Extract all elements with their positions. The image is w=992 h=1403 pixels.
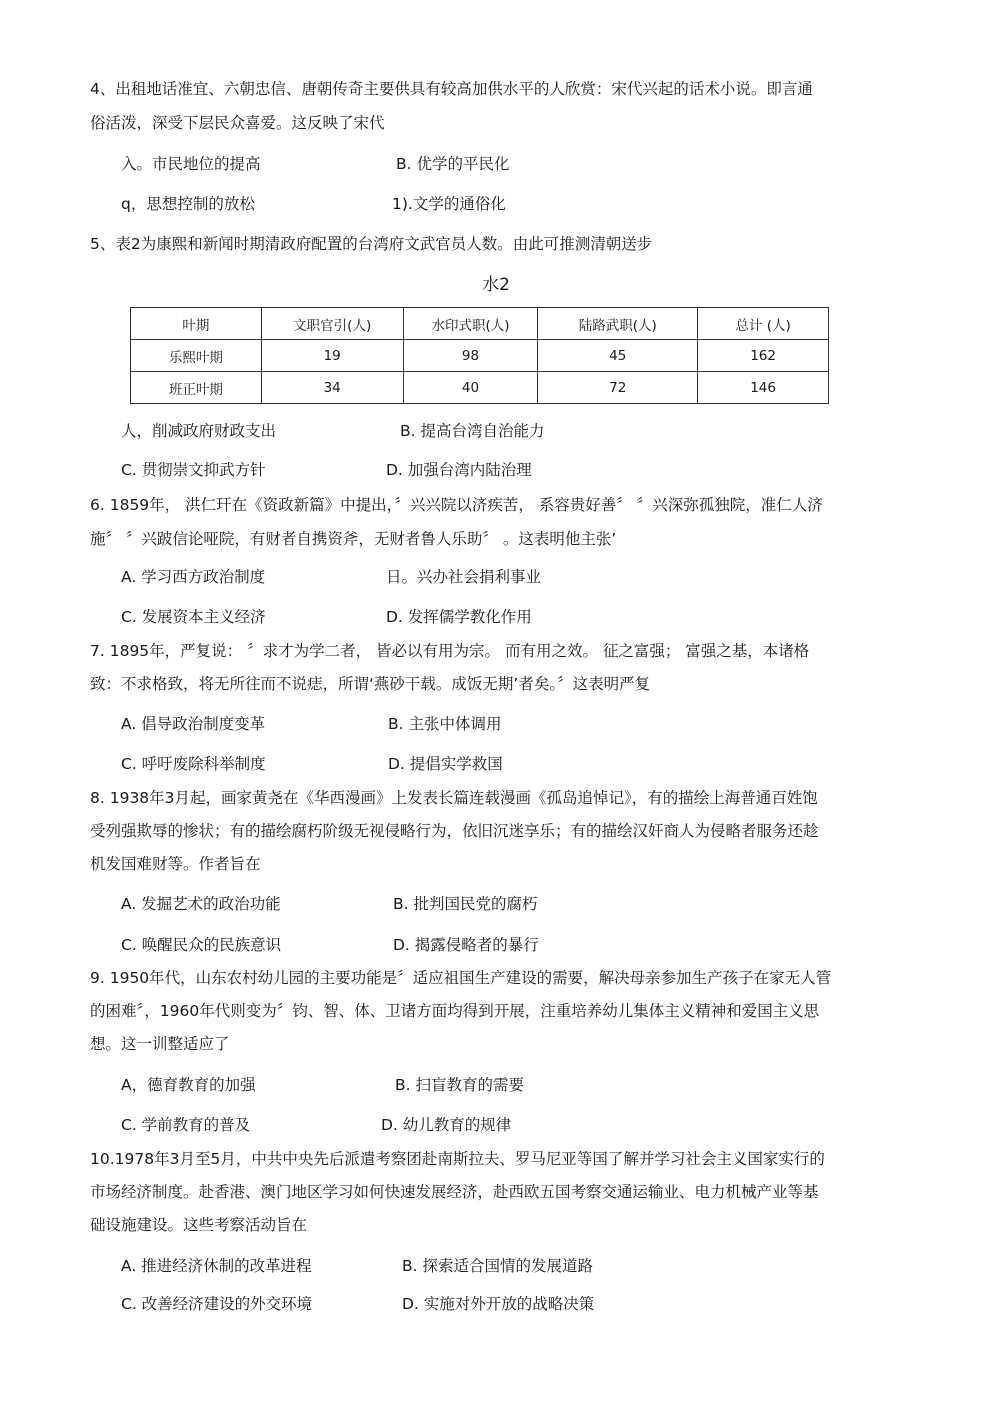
table-cell: 146 [698, 372, 829, 404]
officials-table [130, 307, 829, 404]
q7-option-a: A. 倡导政治制度变革 [121, 715, 266, 733]
table-cell: 乐熙叶期 [131, 340, 262, 372]
q4-option-c: q，思想控制的放松 [121, 195, 255, 213]
q10-stem-line2: 市场经济制度。赴香港、澳门地区学习如何快速发展经济，赴西欧五国考察交通运输业、电力机械产业等基 [90, 1183, 819, 1201]
q6-option-a: A. 学习西方政治制度 [121, 568, 266, 586]
table-cell: 34 [261, 372, 403, 404]
q6-stem-line1: 6. 1859年， 洪仁玕在《资政新篇》中提出，〞兴兴院以济疾苦， 系容贵好善〞 〞兴深弥孤独院，准仁人济 [90, 496, 823, 514]
table-header-cell: 陆路武职(人) [538, 308, 698, 340]
q6-option-b: 日。兴办社会捐利事业 [386, 568, 542, 586]
q9-stem-line2: 的困难〞，1960年代则变为〞钧、智、体、卫诸方面均得到开展，注重培养幼儿集体主义精神和爱国主义思 [90, 1002, 820, 1020]
q6-stem-line2: 施〞 〞兴跛信论哑院，有财者自携资斧，无财者鲁人乐助〞 。这表明他主张’ [90, 530, 617, 548]
q9-option-b: B. 扫盲教育的需要 [395, 1076, 524, 1094]
q10-stem-line3: 础设施建设。这些考察活动旨在 [90, 1216, 308, 1234]
table-cell: 162 [698, 340, 829, 372]
table-header-cell: 叶期 [131, 308, 262, 340]
q7-stem-line1: 7. 1895年，严复说： 〞求才为学二者， 皆必以有用为宗。 而有用之效。 征之富强； 富强之基，本诸格 [90, 642, 810, 660]
q4-stem-line1: 4、出租地话准宜、六朝忠信、唐朝传奇主要供具有较高加供水平的人欣赏：宋代兴起的话术小说。即言通 [90, 80, 813, 98]
q7-option-b: B. 主张中体调用 [388, 715, 502, 733]
q8-option-c: C. 唤醒民众的民族意识 [121, 936, 282, 954]
q4-option-d: 1).文学的通俗化 [392, 195, 506, 213]
q10-option-a: A. 推进经济休制的改革进程 [121, 1257, 312, 1275]
table-row [131, 340, 829, 372]
q5-option-d: D. 加强台湾内陆治理 [386, 461, 532, 479]
table-cell: 45 [538, 340, 698, 372]
q10-option-b: B. 探索适合国情的发展道路 [402, 1257, 593, 1275]
q5-option-b: B. 提高台湾自治能力 [400, 422, 545, 440]
q8-stem-line1: 8. 1938年3月起，画家黄尧在《华西漫画》上发表长篇连载漫画《孤岛追悼记》，有的描绘上海普通百姓饱 [90, 789, 818, 807]
table-cell: 72 [538, 372, 698, 404]
table-cell: 班正叶期 [131, 372, 262, 404]
q9-option-a: A，德育教育的加强 [121, 1076, 256, 1094]
q7-stem-line2: 致：不求格致，将无所往而不说痣，所谓‘燕砂干载。成饭无期’者矣。〞这表明严复 [90, 675, 651, 693]
q9-option-d: D. 幼儿教育的规律 [381, 1116, 512, 1134]
q7-option-c: C. 呼吁废除科举制度 [121, 755, 266, 773]
table-header-cell: 总计 (人) [698, 308, 829, 340]
q9-stem-line3: 想。这一训整适应了 [90, 1035, 230, 1053]
q4-stem-line2: 俗活泼，深受下层民众喜爱。这反映了宋代 [90, 114, 385, 132]
q5-option-c: C. 贯彻崇文抑武方针 [121, 461, 266, 479]
table-caption: 水2 [482, 275, 510, 295]
q8-stem-line3: 机发国难财等。作者旨在 [90, 855, 261, 873]
table-header-row [131, 308, 829, 340]
q7-option-d: D. 提倡实学救国 [388, 755, 503, 773]
q5-option-a: 人，削减政府财政支出 [121, 422, 277, 440]
table-header-cell: 文职官引(人) [261, 308, 403, 340]
q6-option-c: C. 发展资本主义经济 [121, 608, 266, 626]
q8-option-a: A. 发掘艺术的政治功能 [121, 895, 281, 913]
table-cell: 98 [403, 340, 538, 372]
q10-option-c: C. 改善经济建设的外交环境 [121, 1295, 313, 1313]
q8-option-b: B. 批判国民党的腐朽 [393, 895, 538, 913]
q4-option-b: B. 优学的平民化 [396, 155, 510, 173]
q9-stem-line1: 9. 1950年代，山东农村幼儿园的主要功能是〞适应祖国生产建设的需要，解决母亲参加生产孩子在家无人管 [90, 969, 832, 987]
q8-stem-line2: 受列强欺辱的惨状；有的描绘腐朽阶级无视侵略行为，依旧沉迷享乐；有的描绘汉奸商人为侵略者服务还趁 [90, 822, 819, 840]
q5-stem-line1: 5、表2为康熙和新闻时期清政府配置的台湾府文武官员人数。由此可推测清朝送步 [90, 235, 653, 253]
table-cell: 40 [403, 372, 538, 404]
q10-option-d: D. 实施对外开放的战略决策 [402, 1295, 595, 1313]
q8-option-d: D. 揭露侵略者的暴行 [393, 936, 539, 954]
table-row [131, 372, 829, 404]
q9-option-c: C. 学前教育的普及 [121, 1116, 251, 1134]
q10-stem-line1: 10.1978年3月至5月，中共中央先后派遣考察团赴南斯拉夫、罗马尼亚等国了解并学习社会主义国家实行的 [90, 1150, 825, 1168]
table-header-cell: 水印式职(人) [403, 308, 538, 340]
q6-option-d: D. 发挥儒学教化作用 [386, 608, 532, 626]
table-cell: 19 [261, 340, 403, 372]
q4-option-a: 入。市民地位的提高 [121, 155, 261, 173]
